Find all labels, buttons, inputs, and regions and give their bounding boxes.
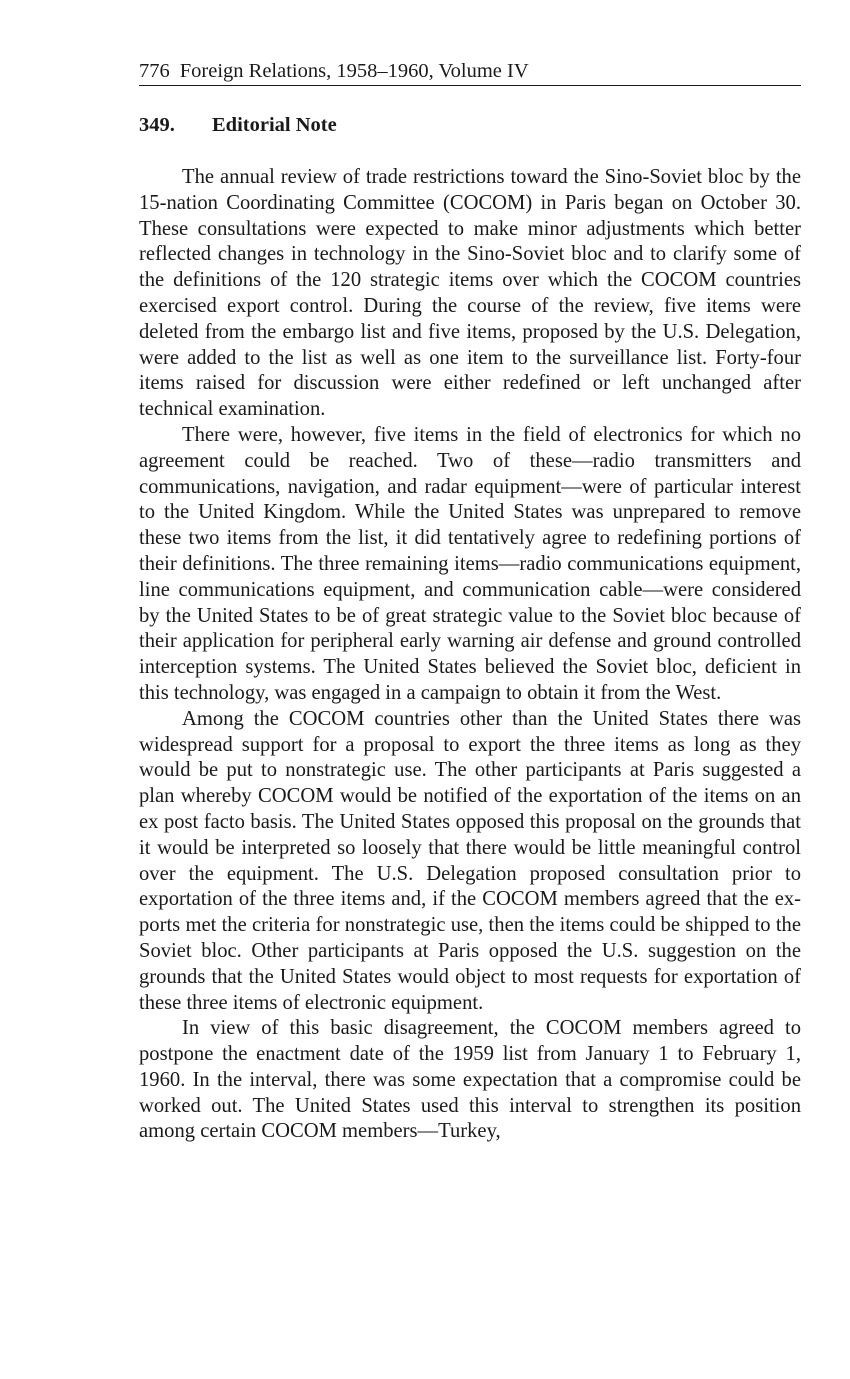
paragraph: Among the COCOM countries other than the United States there was widespread support for a proposal to export the three items as long as they would be put to nonstrategic use. The other participants at Paris suggested a plan whereby COCOM would be notified of the exportation of the items on an ex post facto basis. The United States opposed this proposal on the grounds that it would be interpreted so loosely that there would be little meaningful control over the equipment. The U.S. Delegation proposed consultation prior to exportation of the three items and, if the COCOM members agreed that the exports met the criteria for nonstrategic use, then the items could be shipped to the Soviet bloc. Other participants at Paris opposed the U.S. suggestion on the grounds that the United States would object to most requests for exportation of these three items of electronic equipment. xyxy=(139,707,801,1014)
page-number: 776 xyxy=(139,60,170,82)
document-page xyxy=(139,58,801,1145)
document-heading xyxy=(139,112,801,138)
volume-title: Foreign Relations, 1958–1960, Volume IV xyxy=(179,60,529,82)
document-number: 349. xyxy=(139,114,175,136)
running-head xyxy=(139,58,801,86)
paragraph: The annual review of trade restrictions toward the Sino-Soviet bloc by the 15-nation Coordinating Committee (COCOM) in Paris began on October 30. These consultations were expected to make minor adjustments which better reflected changes in technology in the Sino-Soviet bloc and to clarify some of the definitions of the 120 strategic items over which the COCOM countries exercised export control. During the course of the review, five items were deleted from the embargo list and five items, proposed by the U.S. Delegation, were added to the list as well as one item to the surveillance list. Forty-four items raised for discussion were either redefined or left unchanged after technical examination. xyxy=(139,166,801,421)
paragraph: In view of this basic disagreement, the COCOM members agreed to postpone the enactment date of the 1959 list from January 1 to February 1, 1960. In the interval, there was some expectation that a compromise could be worked out. The United States used this interval to strengthen its position among certain COCOM members—Turkey, xyxy=(139,1017,801,1143)
body-text xyxy=(139,165,801,1145)
paragraph: There were, however, five items in the field of electronics for which no agreement could be reached. Two of these—radio transmitters and communications, navigation, and radar equipment—were of particular interest to the United Kingdom. While the United States was unprepared to remove these two items from the list, it did tentatively agree to redefining portions of their definitions. The three remaining items—radio communications equipment, line communications equipment, and communication cable—were considered by the United States to be of great strategic value to the Soviet bloc because of their application for peripheral early warning air defense and ground controlled interception systems. The United States believed the Soviet bloc, deficient in this technology, was engaged in a campaign to obtain it from the West. xyxy=(139,423,801,704)
document-title: Editorial Note xyxy=(212,114,337,136)
